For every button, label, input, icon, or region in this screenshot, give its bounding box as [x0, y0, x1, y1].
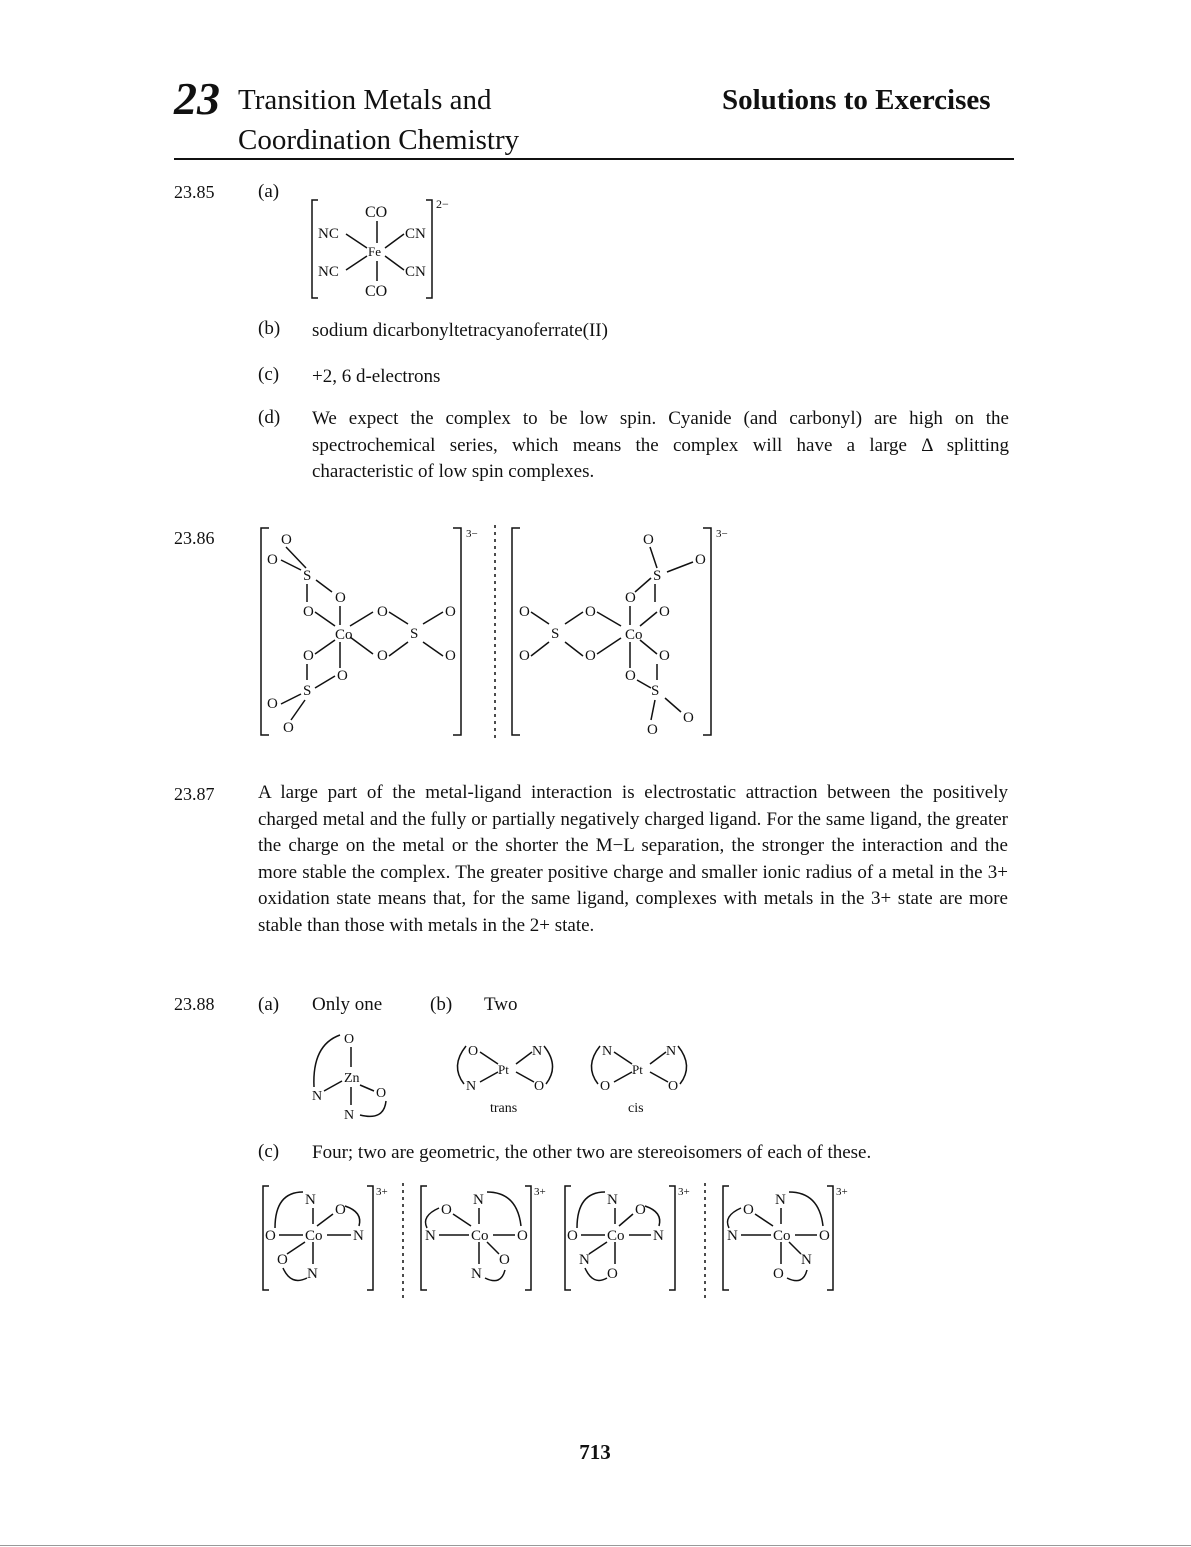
o-atom: O: [819, 1228, 830, 1244]
o-atom: O: [303, 648, 314, 664]
isomer-charge: 3+: [836, 1186, 848, 1198]
o-atom: O: [283, 720, 294, 736]
part-a-text: Only one: [312, 994, 383, 1015]
chapter-number: 23: [174, 73, 220, 124]
co-metal: Co: [607, 1228, 625, 1244]
n-atom: N: [473, 1192, 484, 1208]
co-bottom: CO: [365, 283, 388, 300]
zn-complex-structure: [300, 1025, 410, 1125]
o-atom: O: [519, 604, 530, 620]
s-atom: S: [303, 683, 312, 699]
co-metal: Co: [471, 1228, 489, 1244]
s-atom: S: [303, 568, 312, 584]
chapter-title-line1: Transition Metals and: [238, 84, 492, 116]
o-atom: O: [519, 648, 530, 664]
n-atom: N: [801, 1252, 812, 1268]
s-atom: S: [651, 683, 660, 699]
o-atom: O: [585, 604, 596, 620]
o-atom: O: [625, 668, 636, 684]
o-atom: O: [517, 1228, 528, 1244]
part-d-label: (d): [258, 407, 281, 428]
part-c-text: +2, 6 d-electrons: [312, 366, 441, 387]
co-top: CO: [365, 204, 388, 221]
zn-metal: Zn: [344, 1071, 360, 1086]
o-atom: O: [534, 1079, 545, 1094]
section-title: Solutions to Exercises: [722, 84, 991, 116]
o-atom: O: [468, 1044, 479, 1059]
o-atom: O: [668, 1079, 679, 1094]
page-bottom-edge: [0, 1545, 1191, 1546]
left-isomer-charge: 3−: [466, 528, 478, 540]
co-metal: Co: [335, 627, 353, 643]
o-atom: O: [267, 552, 278, 568]
s-atom: S: [653, 568, 662, 584]
right-isomer-charge: 3−: [716, 528, 728, 540]
n-atom: N: [307, 1266, 318, 1282]
n-atom: N: [775, 1192, 786, 1208]
chapter-title-line2: Coordination Chemistry: [238, 124, 520, 156]
cn-upper-right: CN: [405, 226, 426, 242]
exercise-23-87-text: A large part of the metal-ligand interaction is electrostatic attraction between the positively charged metal and the fully or partially negatively charged ligand. For the same ligand, the greater the charge on the metal or the shorter the M−L separation, the stronger the interaction and the more stable the complex. The greater positive charge and smaller ionic radius of a metal in the 3+ oxidation state means that, for the same ligand, complexes with metals in the 3+ state are more stable than those with metals in the 2+ state.: [258, 782, 1008, 936]
pt-cis-structure: [582, 1038, 697, 1118]
bond-cn-ur: [385, 234, 404, 248]
pt-metal: Pt: [498, 1062, 509, 1077]
o-atom: O: [695, 552, 706, 568]
co-sulfato-structures: [255, 520, 735, 745]
o-atom: O: [335, 1202, 346, 1218]
o-atom: O: [659, 604, 670, 620]
n-atom: N: [353, 1228, 364, 1244]
n-atom: N: [607, 1192, 618, 1208]
o-atom: O: [344, 1032, 355, 1047]
co-isomers-structures: [255, 1178, 865, 1303]
o-atom: O: [659, 648, 670, 664]
nc-lower-left: NC: [318, 264, 339, 280]
n-atom: N: [425, 1228, 436, 1244]
part-c-text: Four; two are geometric, the other two are stereoisomers of each of these.: [312, 1142, 872, 1163]
o-atom: O: [647, 722, 658, 738]
o-atom: O: [445, 604, 456, 620]
o-atom: O: [265, 1228, 276, 1244]
o-atom: O: [377, 648, 388, 664]
n-atom: N: [471, 1266, 482, 1282]
o-atom: O: [277, 1252, 288, 1268]
o-atom: O: [607, 1266, 618, 1282]
s-atom: S: [410, 626, 419, 642]
cis-label: cis: [628, 1101, 644, 1116]
header-rule: [174, 158, 1014, 160]
o-atom: O: [337, 668, 348, 684]
left-isomer-bracket-right: [453, 528, 461, 735]
page-number: 713: [579, 1440, 611, 1464]
n-atom: N: [727, 1228, 738, 1244]
o-atom: O: [743, 1202, 754, 1218]
part-a-label: (a): [258, 994, 280, 1015]
o-atom: O: [303, 604, 314, 620]
bond-nc-ll: [346, 256, 367, 270]
nc-upper-left: NC: [318, 226, 339, 242]
n-atom: N: [532, 1044, 543, 1059]
o-atom: O: [267, 696, 278, 712]
o-atom: O: [499, 1252, 510, 1268]
o-atom: O: [643, 532, 654, 548]
complex-charge: 2−: [436, 197, 449, 211]
pt-metal: Pt: [632, 1062, 643, 1077]
part-b-label: (b): [258, 318, 281, 339]
n-atom: N: [344, 1108, 355, 1123]
n-atom: N: [666, 1044, 677, 1059]
o-atom: O: [773, 1266, 784, 1282]
part-b-label: (b): [430, 994, 453, 1015]
exercise-number-23-88: 23.88: [174, 994, 215, 1014]
exercise-number-23-86: 23.86: [174, 528, 215, 548]
bond-cn-lr: [385, 256, 404, 270]
s-atom: S: [551, 626, 560, 642]
n-atom: N: [653, 1228, 664, 1244]
co-metal: Co: [305, 1228, 323, 1244]
o-atom: O: [683, 710, 694, 726]
left-bracket: [312, 200, 318, 298]
isomer-charge: 3+: [534, 1186, 546, 1198]
part-c-label: (c): [258, 364, 280, 385]
exercise-number-23-87: 23.87: [174, 784, 215, 804]
right-bracket: [426, 200, 432, 298]
exercise-number-23-85: 23.85: [174, 182, 215, 202]
part-c-label: (c): [258, 1141, 280, 1162]
o-atom: O: [625, 590, 636, 606]
part-d-text: We expect the complex to be low spin. Cyanide (and carbonyl) are high on the spectrochemical series, which means the complex will have a large Δ splitting characteristic of low spin complexes.: [312, 408, 1009, 482]
n-atom: N: [602, 1044, 613, 1059]
cn-lower-right: CN: [405, 264, 426, 280]
o-atom: O: [567, 1228, 578, 1244]
o-atom: O: [377, 604, 388, 620]
o-atom: O: [585, 648, 596, 664]
trans-label: trans: [490, 1101, 518, 1116]
o-atom: O: [445, 648, 456, 664]
o-atom: O: [441, 1202, 452, 1218]
pt-trans-structure: [448, 1038, 558, 1118]
o-atom: O: [335, 590, 346, 606]
fe-complex-structure: [300, 190, 470, 305]
co-metal: Co: [773, 1228, 791, 1244]
o-atom: O: [635, 1202, 646, 1218]
n-atom: N: [466, 1079, 477, 1094]
isomer-charge: 3+: [678, 1186, 690, 1198]
part-a-label: (a): [258, 181, 280, 202]
part-b-text: Two: [484, 994, 518, 1015]
fe-metal: Fe: [368, 244, 381, 259]
part-b-text: sodium dicarbonyltetracyanoferrate(II): [312, 320, 608, 341]
right-isomer-bracket-left: [512, 528, 520, 735]
n-atom: N: [312, 1089, 323, 1104]
bond-nc-ul: [346, 234, 367, 248]
o-atom: O: [600, 1079, 611, 1094]
n-atom: N: [305, 1192, 316, 1208]
co-metal: Co: [625, 627, 643, 643]
o-atom: O: [281, 532, 292, 548]
n-atom: N: [579, 1252, 590, 1268]
o-atom: O: [376, 1086, 387, 1101]
isomer-charge: 3+: [376, 1186, 388, 1198]
